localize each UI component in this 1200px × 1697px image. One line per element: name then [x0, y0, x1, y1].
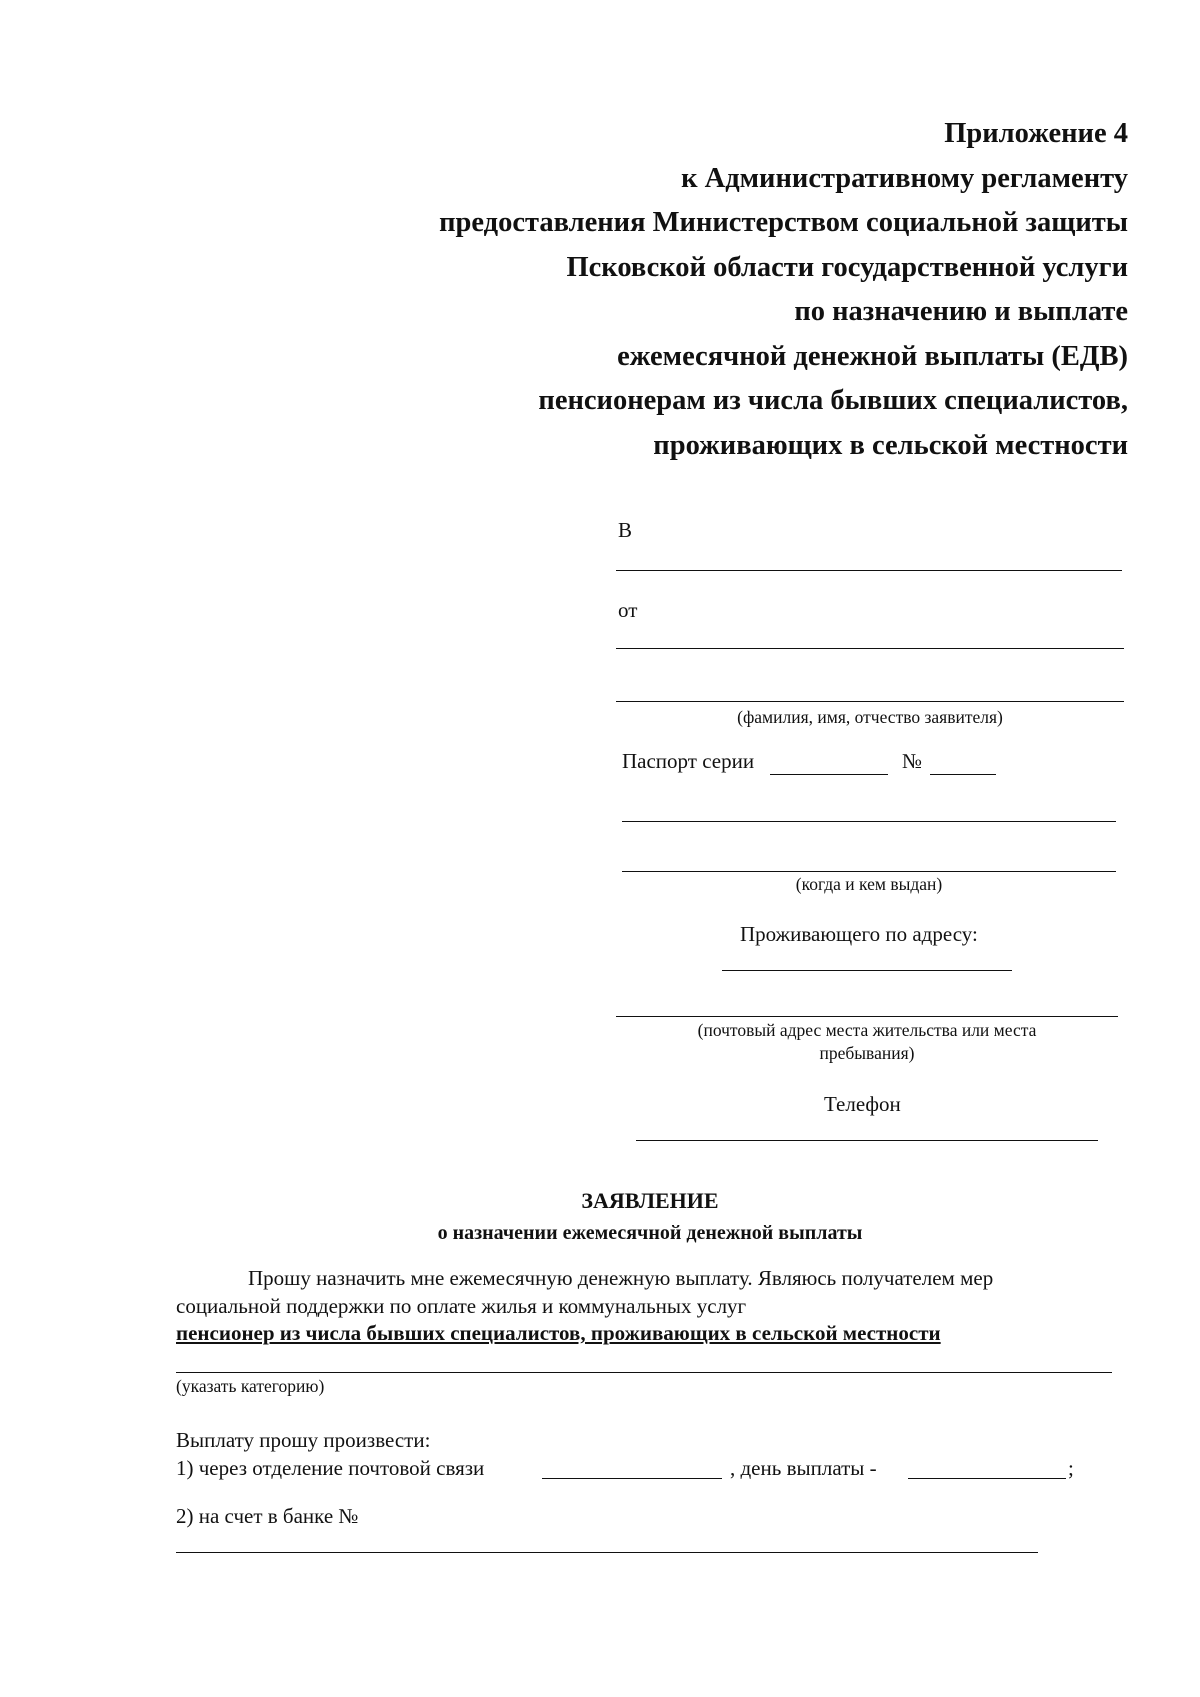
- appendix-header: [439, 112, 1128, 468]
- bank-account-field-line[interactable]: [176, 1552, 1038, 1553]
- header-line: Псковской области государственной услуги: [566, 251, 1128, 283]
- passport-series-label: Паспорт серии: [622, 749, 755, 773]
- address-field-line-1[interactable]: [722, 970, 1012, 971]
- option-post-office-label: 1) через отделение почтовой связи: [176, 1456, 485, 1480]
- category-field-line[interactable]: [176, 1372, 1112, 1373]
- to-field-line[interactable]: [616, 570, 1122, 571]
- statement-paragraph-line-2: социальной поддержки по оплате жилья и коммунальных услуг: [176, 1294, 747, 1318]
- issued-caption: (когда и кем выдан): [795, 874, 943, 894]
- statement-paragraph-line-1: Прошу назначить мне ежемесячную денежную выплату. Являюсь получателем мер: [248, 1266, 994, 1290]
- to-label: В: [618, 518, 633, 542]
- post-office-field[interactable]: [542, 1478, 722, 1479]
- header-line: ежемесячной денежной выплаты (ЕДВ): [617, 340, 1128, 372]
- from-label: от: [618, 598, 638, 622]
- from-field-line-1[interactable]: [616, 648, 1124, 649]
- phone-label: Телефон: [824, 1092, 901, 1116]
- address-field-line-2[interactable]: [616, 1016, 1118, 1017]
- header-line: Приложение 4: [944, 118, 1128, 149]
- option1-terminator: ;: [1068, 1456, 1074, 1480]
- header-line: по назначению и выплате: [794, 296, 1128, 327]
- issued-field-line-1[interactable]: [622, 821, 1116, 822]
- header-line: предоставления Министерством социальной защиты: [439, 207, 1128, 238]
- passport-series-field[interactable]: [770, 774, 888, 775]
- payment-day-field[interactable]: [908, 1478, 1066, 1479]
- name-caption: (фамилия, имя, отчество заявителя): [737, 707, 1003, 727]
- payment-intro: Выплату прошу произвести:: [176, 1428, 431, 1452]
- statement-title: ЗАЯВЛЕНИЕ: [581, 1188, 719, 1213]
- category-caption: (указать категорию): [176, 1376, 325, 1396]
- category-value[interactable]: пенсионер из числа бывших специалистов, проживающих в сельской местности: [176, 1321, 941, 1345]
- address-caption-line-2: пребывания): [819, 1043, 915, 1063]
- header-line: к Административному регламенту: [681, 162, 1128, 194]
- address-label: Проживающего по адресу:: [740, 922, 978, 946]
- passport-number-field[interactable]: [930, 774, 996, 775]
- from-field-line-2[interactable]: [616, 701, 1124, 702]
- phone-field-line[interactable]: [636, 1140, 1098, 1141]
- header-line: проживающих в сельской местности: [653, 429, 1128, 461]
- issued-field-line-2[interactable]: [622, 871, 1116, 872]
- statement-subtitle: о назначении ежемесячной денежной выплаты: [437, 1222, 863, 1244]
- passport-number-label: №: [902, 749, 923, 773]
- option-bank-account-label: 2) на счет в банке №: [176, 1504, 359, 1528]
- header-line: пенсионерам из числа бывших специалистов,: [538, 385, 1128, 416]
- payment-day-label: , день выплаты -: [730, 1456, 877, 1480]
- address-caption-line-1: (почтовый адрес места жительства или места: [697, 1020, 1037, 1040]
